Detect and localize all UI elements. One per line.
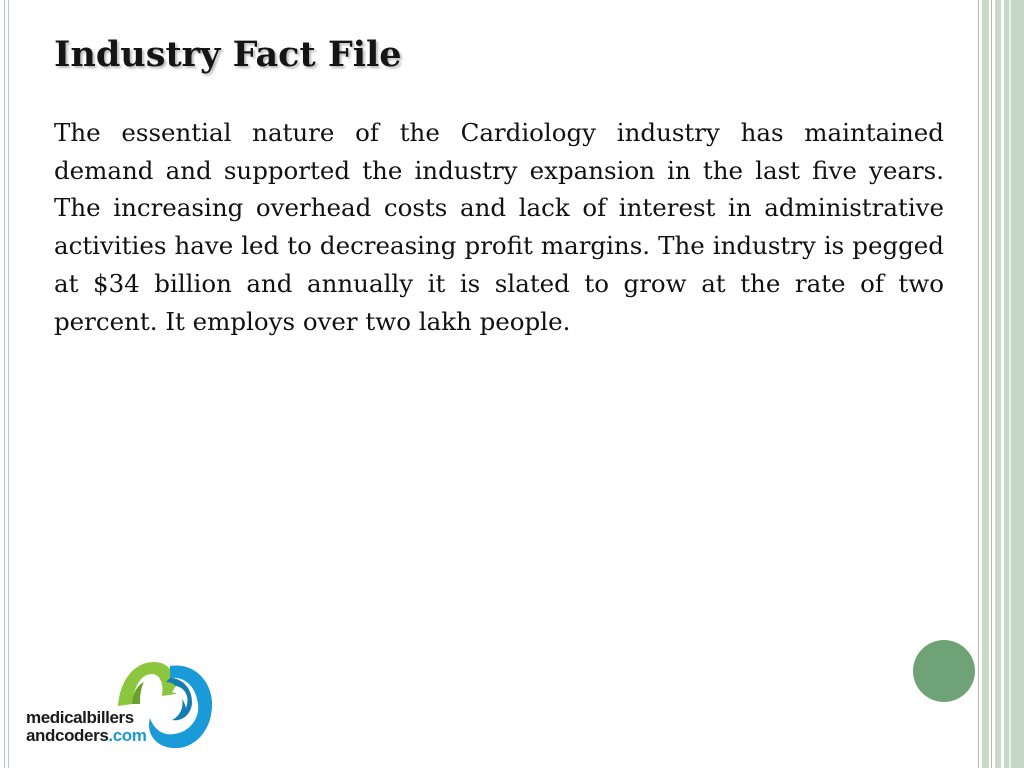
border-line [1009, 0, 1011, 768]
border-line [991, 0, 992, 768]
logo-text-main: andcoders [26, 726, 109, 745]
left-border-line [4, 0, 5, 768]
left-border-line [8, 0, 9, 768]
border-stripe [995, 0, 1001, 768]
border-stripe [982, 0, 989, 768]
decorative-circle [913, 640, 975, 702]
border-stripe [1004, 0, 1024, 768]
slide-title: Industry Fact File [54, 34, 402, 75]
right-decorative-border [978, 0, 1024, 768]
logo-text-line-2 [26, 726, 146, 746]
logo-text-domain: .com [108, 726, 147, 745]
company-logo [26, 656, 216, 756]
slide-body-text: The essential nature of the Cardiology industry has maintained demand and supported the industry expansion in the last five years. The increasing overhead costs and lack of interest in administrative activities have led to decreasing profit margins. The industry is pegged at $34 billion and annually it is slated to grow at the rate of two percent. It employs over two lakh people. [54, 118, 944, 336]
logo-text-line-1: medicalbillers [26, 708, 134, 727]
border-line [978, 0, 979, 768]
